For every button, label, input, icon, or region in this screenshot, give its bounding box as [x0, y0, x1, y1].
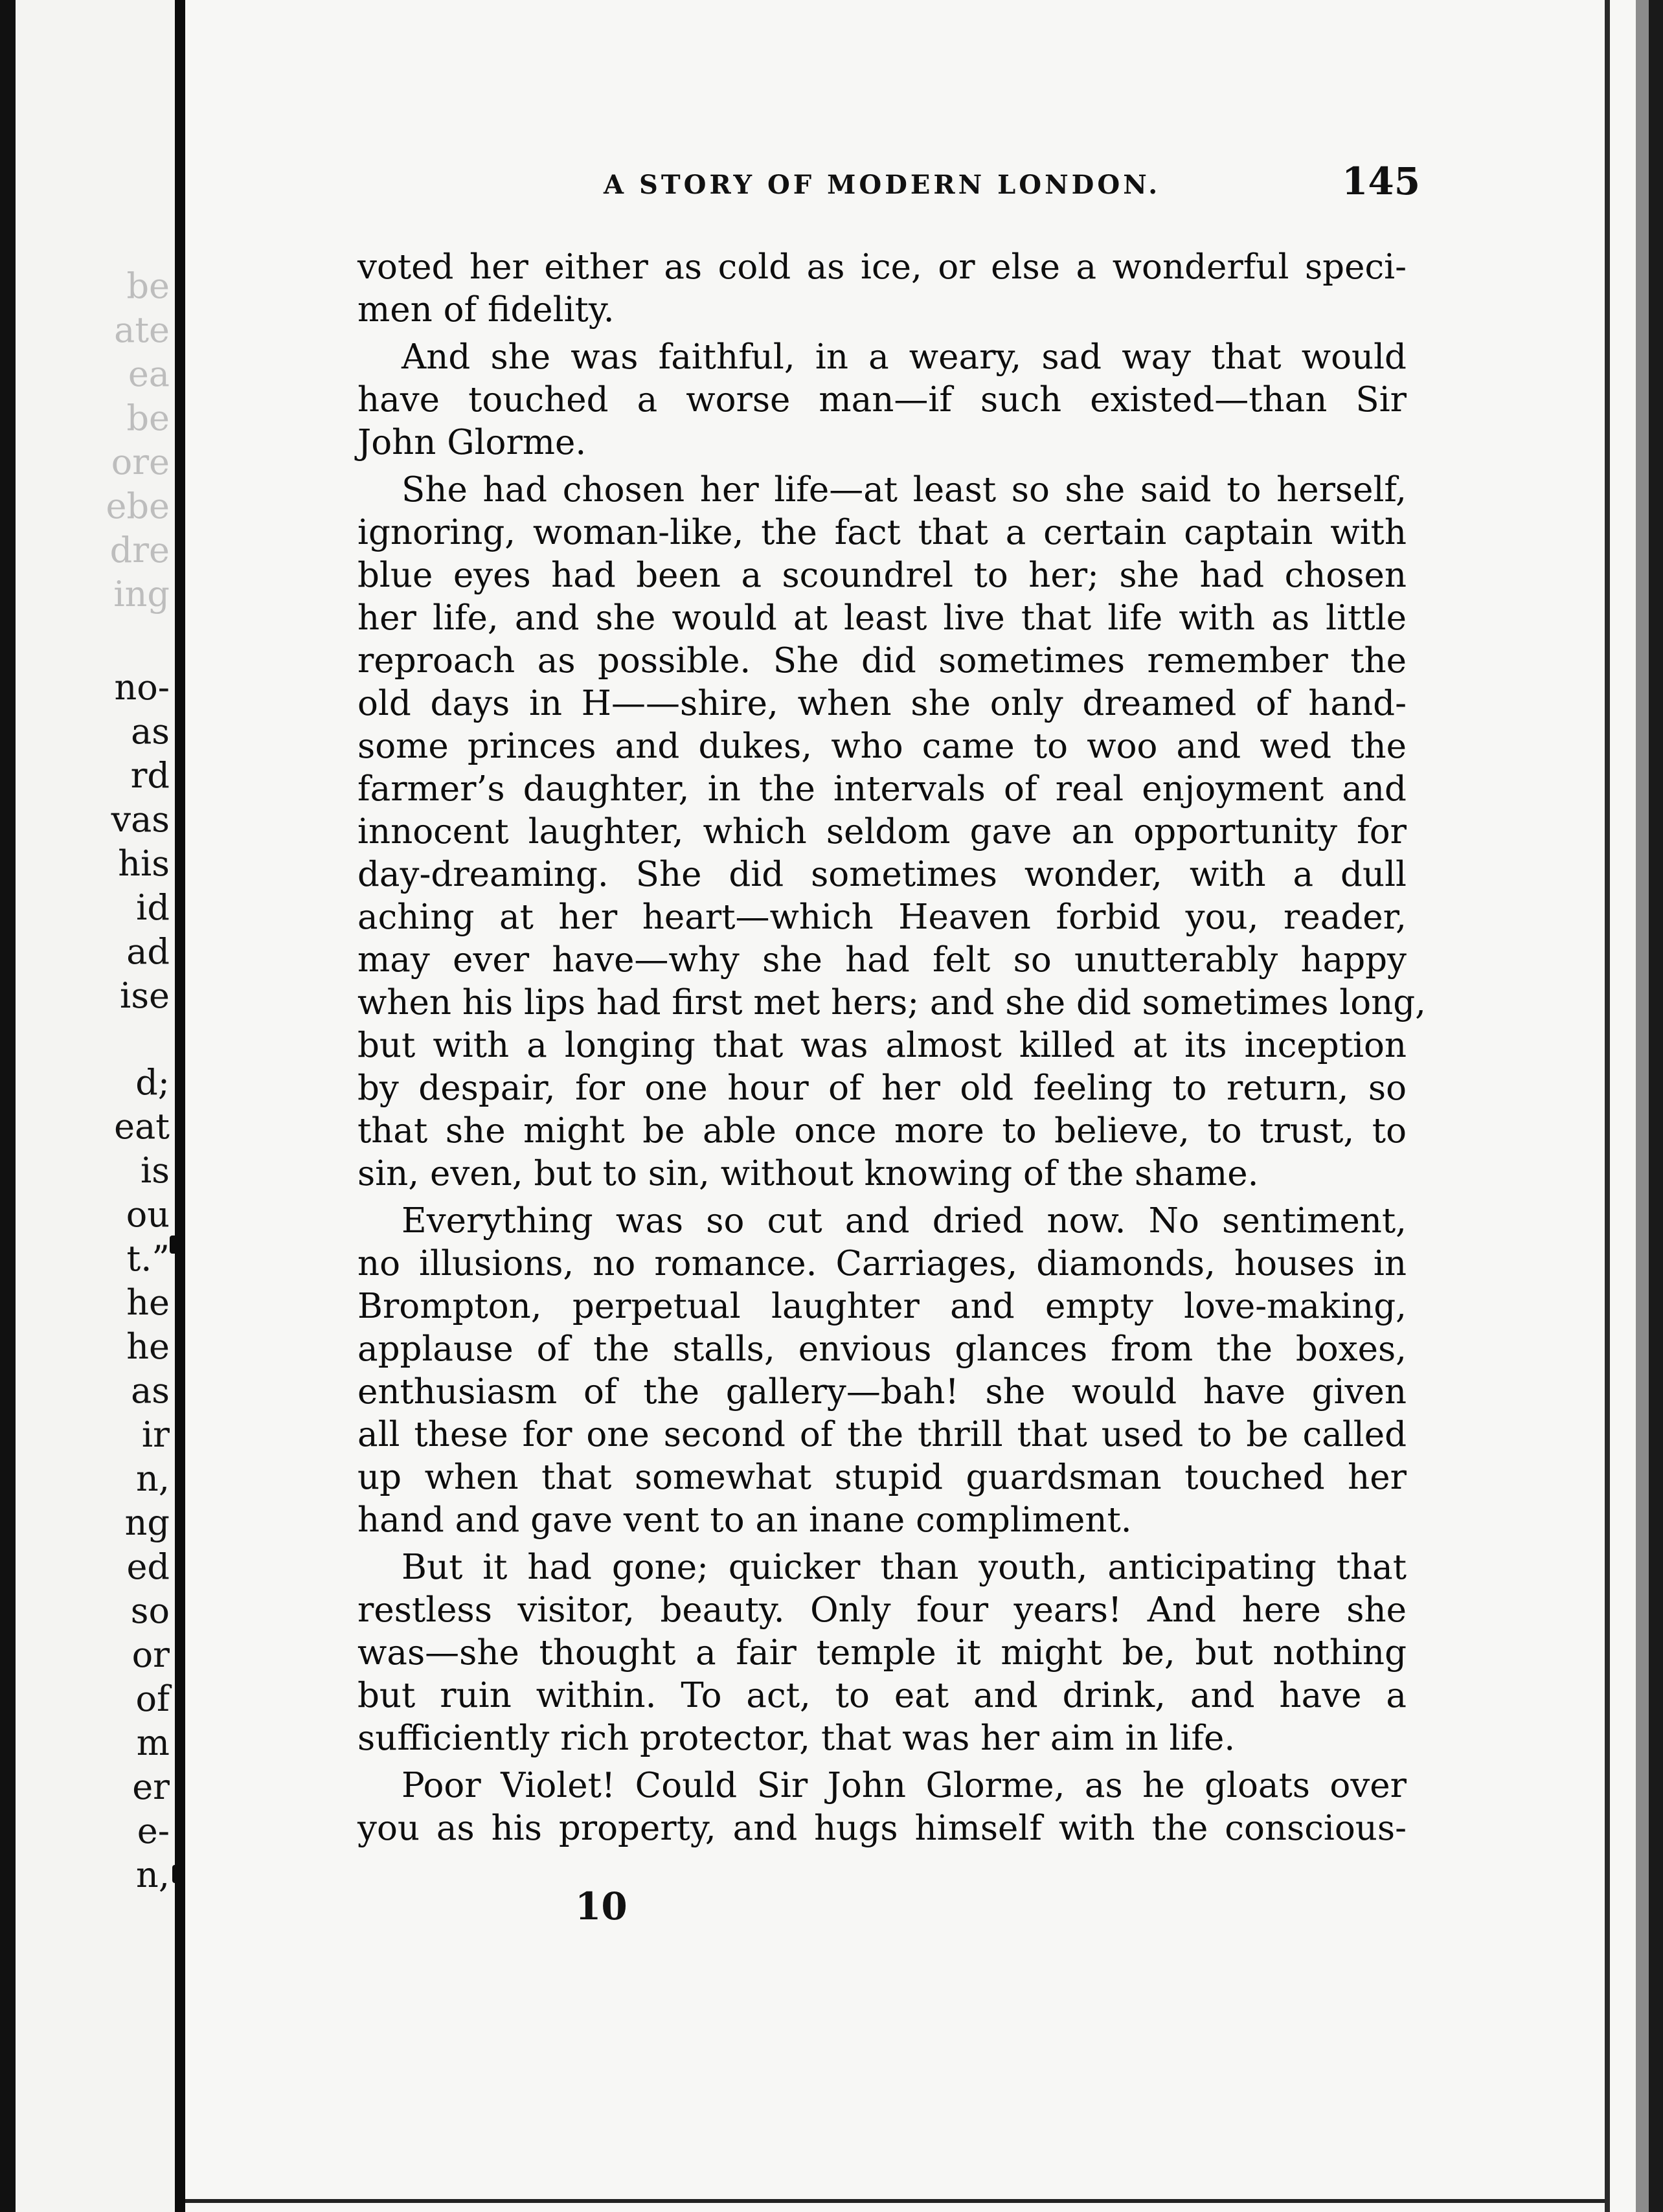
text-line: her life, and she would at least live that life with as little [357, 598, 1407, 638]
facing-page-fragment: be [126, 265, 170, 306]
facing-page-fragment: no- [114, 667, 170, 708]
page-number: 145 [1342, 159, 1421, 203]
facing-page-fragment: ng [124, 1502, 170, 1543]
text-line: blue eyes had been a scoundrel to her; she had chosen [357, 556, 1407, 595]
text-line: all these for one second of the thrill that used to be called [357, 1415, 1407, 1454]
facing-page-fragment: ebe [106, 486, 170, 526]
paragraph [357, 1765, 1407, 1850]
text-line: John Glorme. [357, 423, 587, 462]
page-edge-shadow [1636, 0, 1649, 2212]
facing-page-fragment: ir [141, 1414, 170, 1455]
text-line: restless visitor, beauty. Only four years! And here she [357, 1590, 1407, 1630]
facing-page-fragment: of [135, 1678, 170, 1719]
facing-page-fragment: ed [126, 1546, 170, 1587]
facing-page-fragment: dre [109, 530, 170, 570]
body-text [357, 246, 1427, 1855]
text-line: farmer’s daughter, in the intervals of real enjoyment and [357, 769, 1407, 809]
scan-edge-right [1649, 0, 1663, 2212]
facing-page-fragment: so [130, 1590, 170, 1631]
facing-page-fragment: he [126, 1326, 170, 1367]
facing-page-fragment: ate [114, 310, 170, 350]
text-line: have touched a worse man—if such existed—than Sir [357, 380, 1407, 420]
signature-mark: 10 [575, 1884, 628, 1928]
text-line: aching at her heart—which Heaven forbid you, reader, [357, 897, 1407, 937]
text-line: may ever have—why she had felt so unutterably happy [357, 940, 1407, 980]
text-line: no illusions, no romance. Carriages, diamonds, houses in [357, 1244, 1407, 1283]
facing-page-fragment: ea [128, 354, 170, 394]
facing-page-fragment: his [118, 843, 170, 884]
facing-page-fragment: e- [137, 1811, 170, 1851]
page-border-bottom [185, 2199, 1605, 2203]
facing-page-fragment: ou [126, 1194, 170, 1235]
facing-page-fragment: d; [135, 1062, 170, 1103]
text-line: And she was faithful, in a weary, sad way that would [402, 337, 1407, 377]
facing-page-fragment: ad [126, 931, 170, 972]
facing-page-fragment: ing [113, 574, 170, 615]
facing-page-fragment: n, [136, 1458, 170, 1499]
text-line: ignoring, woman-like, the fact that a certain captain with [357, 513, 1407, 552]
text-line: men of fidelity. [357, 290, 615, 330]
facing-page-fragment: is [141, 1150, 170, 1191]
paragraph [357, 246, 1407, 332]
text-line: She had chosen her life—at least so she said to herself, [402, 470, 1407, 510]
facing-page-edge [0, 0, 175, 2212]
paragraph [357, 1200, 1407, 1542]
text-line: reproach as possible. She did sometimes remember the [357, 641, 1407, 681]
facing-page-fragment: as [131, 1370, 170, 1411]
text-line: but with a longing that was almost killed at its inception [357, 1026, 1407, 1065]
paragraph [357, 336, 1407, 464]
text-line: up when that somewhat stupid guardsman touched her [357, 1458, 1407, 1497]
text-line: by despair, for one hour of her old feeling to return, so [357, 1068, 1407, 1108]
text-line: Everything was so cut and dried now. No sentiment, [402, 1201, 1407, 1241]
facing-page-fragment: rd [130, 755, 170, 796]
facing-page-fragment: m [136, 1722, 170, 1763]
facing-page-fragment: ise [120, 975, 170, 1016]
text-line: voted her either as cold as ice, or else a wonderful speci- [357, 247, 1407, 287]
facing-page-fragment: or [131, 1634, 170, 1675]
running-head: A STORY OF MODERN LONDON. [604, 170, 1161, 200]
text-line: applause of the stalls, envious glances from the boxes, [357, 1329, 1407, 1369]
facing-page-fragment: be [126, 398, 170, 438]
gutter-blot [172, 1865, 180, 1883]
facing-page-fragment: ore [111, 442, 170, 482]
text-line: that she might be able once more to believe, to trust, to [357, 1111, 1407, 1151]
text-line: day-dreaming. She did sometimes wonder, with a dull [357, 855, 1407, 894]
text-line: was—she thought a fair temple it might be, but nothing [357, 1633, 1407, 1673]
text-line: but ruin within. To act, to eat and drink, and have a [357, 1676, 1407, 1715]
facing-page-fragment: er [132, 1766, 170, 1807]
text-line: Brompton, perpetual laughter and empty love-making, [357, 1287, 1407, 1326]
facing-page-fragment: vas [111, 799, 170, 840]
facing-page-fragment: n, [136, 1855, 170, 1895]
text-line: hand and gave vent to an inane compliment. [357, 1500, 1132, 1540]
facing-page-fragment: eat [114, 1106, 170, 1147]
text-line: when his lips had first met hers; and she did sometimes long, [357, 983, 1427, 1022]
text-line: Poor Violet! Could Sir John Glorme, as he gloats over [402, 1766, 1407, 1805]
paragraph [357, 1546, 1407, 1760]
gutter-blot [170, 1236, 184, 1254]
facing-page-fragment: id [136, 887, 170, 928]
text-line: some princes and dukes, who came to woo and wed the [357, 727, 1407, 766]
text-line: innocent laughter, which seldom gave an opportunity for [357, 812, 1407, 852]
page-border-right [1605, 0, 1610, 2212]
text-line: But it had gone; quicker than youth, anticipating that [402, 1548, 1407, 1587]
facing-page-fragment: he [126, 1282, 170, 1323]
text-line: enthusiasm of the gallery—bah! she would have given [357, 1372, 1407, 1412]
text-line: sufficiently rich protector, that was her aim in life. [357, 1719, 1236, 1758]
text-line: old days in H——shire, when she only dreamed of hand- [357, 684, 1407, 723]
text-line: you as his property, and hugs himself with the conscious- [357, 1809, 1407, 1848]
text-line: sin, even, but to sin, without knowing of the shame. [357, 1154, 1259, 1193]
book-cover-edge [0, 0, 16, 2212]
facing-page-fragment: t.” [126, 1238, 170, 1279]
paragraph [357, 469, 1427, 1195]
facing-page-fragment: as [131, 711, 170, 752]
